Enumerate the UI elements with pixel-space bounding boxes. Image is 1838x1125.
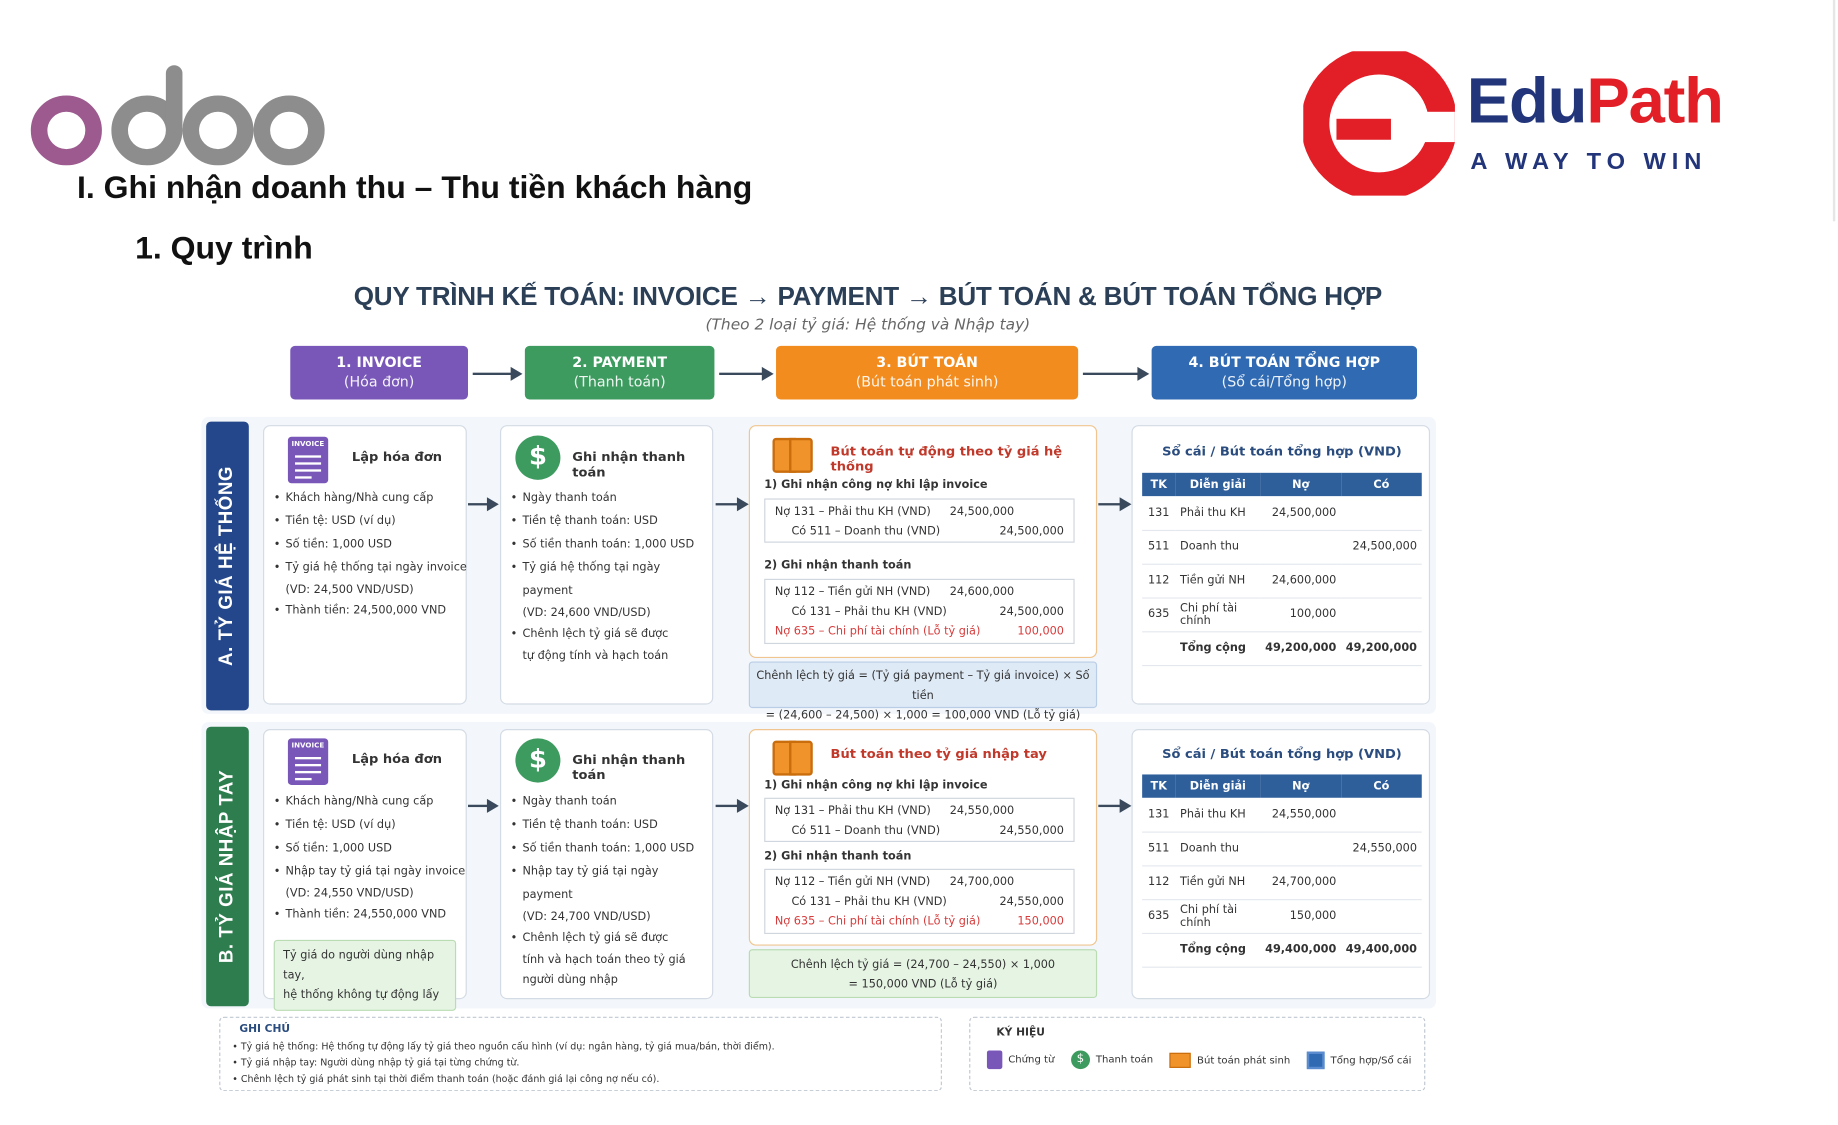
journal-entry-box — [764, 869, 1074, 934]
journal-section: 2) Ghi nhận thanh toán — [764, 559, 912, 572]
edupath-mark-icon — [1303, 51, 1455, 195]
step-ledger — [1152, 346, 1417, 400]
step-sub: (Sổ cái/Tổng hợp) — [1221, 373, 1347, 391]
ledger-card-title: Sổ cái / Bút toán tổng hợp (VND) — [1162, 746, 1402, 762]
arrow-right — [473, 373, 520, 375]
journal-card-title: Bút toán theo tỷ giá nhập tay — [830, 746, 1047, 762]
right-edge-divider — [1833, 0, 1835, 221]
note-item: • Tỷ giá nhập tay: Người dùng nhập tỷ giá tại từng chứng từ. — [232, 1057, 520, 1068]
document-icon — [987, 1050, 1002, 1069]
notes-box — [219, 1017, 942, 1092]
payment-bullet: • Ngày thanh toán — [508, 791, 712, 814]
arrow-right — [1098, 805, 1129, 807]
journal-entry-box — [764, 579, 1074, 644]
invoice-bullet: • Số tiền: 1,000 USD — [271, 837, 466, 860]
payment-bullet: • Tiền tệ thanh toán: USD — [508, 510, 712, 533]
table-row: 511 Doanh thu 24,550,000 — [1142, 832, 1422, 866]
table-row: 131 Phải thu KH 24,500,000 — [1142, 496, 1422, 530]
ledger-table-icon — [1307, 1051, 1325, 1068]
row-label-system-rate: A. TỶ GIÁ HỆ THỐNG — [206, 422, 249, 711]
journal-section: 2) Ghi nhận thanh toán — [764, 850, 912, 863]
edupath-logo — [1303, 51, 1777, 195]
arrow-right — [1098, 503, 1129, 505]
journal-line: Nợ 635 – Chi phí tài chính (Lỗ tỷ giá) 100,000 — [774, 625, 1064, 639]
invoice-bullet: • Khách hàng/Nhà cung cấp — [271, 487, 466, 510]
step-invoice — [290, 346, 468, 400]
ledger-card-title: Sổ cái / Bút toán tổng hợp (VND) — [1162, 443, 1402, 459]
edupath-word2: Path — [1586, 64, 1723, 137]
step-label: 2. PAYMENT — [572, 354, 668, 371]
fx-difference-note: Chênh lệch tỷ giá = (24,700 – 24,550) × 1,000 = 150,000 VND (Lỗ tỷ giá) — [749, 949, 1097, 998]
table-row: 635 Chi phí tài chính 100,000 — [1142, 597, 1422, 631]
invoice-bullet: • Tỷ giá hệ thống tại ngày invoice — [271, 557, 466, 580]
journal-line: Có 131 – Phải thu KH (VND) 24,550,000 — [791, 895, 1064, 909]
journal-section: 1) Ghi nhận công nợ khi lập invoice — [764, 478, 988, 492]
fx-difference-note: Chênh lệch tỷ giá = (Tỷ giá payment – Tỷ giá invoice) × Số tiền = (24,600 – 24,500) × 1,000 = 100,000 VND (Lỗ tỷ giá) — [749, 661, 1097, 708]
table-row: 131 Phải thu KH 24,550,000 — [1142, 798, 1422, 832]
book-icon — [771, 438, 814, 468]
ledger-table: TK Diễn giải Nợ Có 131 Phải thu KH 24,550,000 511 Doanh thu 24,550,000 112 Tiền gửi NH 24,700,000 635 Chi phí tài chính 150,000 Tổng cộng 49,400,000 49,400,000 — [1142, 774, 1422, 967]
book-icon — [771, 741, 814, 771]
dollar-coin-icon: $ — [1071, 1050, 1090, 1069]
subsection-heading: 1. Quy trình — [135, 230, 313, 266]
journal-line: Có 511 – Doanh thu (VND) 24,500,000 — [791, 525, 1064, 539]
book-icon — [1170, 1052, 1191, 1067]
table-row: 511 Doanh thu 24,500,000 — [1142, 530, 1422, 564]
invoice-bullet: • Tiền tệ: USD (ví dụ) — [271, 510, 466, 533]
table-row: 112 Tiền gửi NH 24,700,000 — [1142, 865, 1422, 899]
payment-bullet-cont: (VD: 24,600 VND/USD) — [522, 606, 651, 620]
journal-entry-box — [764, 798, 1074, 842]
invoice-bullet: • Số tiền: 1,000 USD — [271, 533, 466, 556]
payment-bullet: • Ngày thanh toán — [508, 487, 712, 510]
odoo-logo — [19, 61, 329, 166]
invoice-card — [263, 729, 467, 1002]
invoice-bullet-cont: (VD: 24,550 VND/USD) — [285, 887, 414, 901]
payment-card-title: Ghi nhận thanh toán — [572, 449, 686, 480]
journal-line: Nợ 112 – Tiền gửi NH (VND) 24,700,000 — [774, 875, 1015, 889]
edupath-tagline: A WAY TO WIN — [1470, 149, 1708, 175]
payment-bullet: • Chênh lệch tỷ giá sẽ được — [508, 927, 712, 950]
dollar-coin-icon: $ — [515, 436, 560, 480]
table-row: 635 Chi phí tài chính 150,000 — [1142, 899, 1422, 933]
arrow-right — [468, 503, 496, 505]
payment-bullet-cont: tính và hạch toán theo tỷ giá — [522, 953, 686, 967]
arrow-right — [1083, 373, 1147, 375]
step-label: 4. BÚT TOÁN TỔNG HỢP — [1188, 354, 1381, 371]
legend-item: Bút toán phát sinh — [1170, 1052, 1290, 1067]
invoice-card-title: Lập hóa đơn — [351, 751, 442, 767]
journal-line: Nợ 635 – Chi phí tài chính (Lỗ tỷ giá) 150,000 — [774, 915, 1064, 929]
note-item: • Tỷ giá hệ thống: Hệ thống tự động lấy tỷ giá theo nguồn cấu hình (ví dụ: ngân hàng, tỷ giá mua/bán, thời điểm). — [232, 1041, 775, 1052]
journal-line: Nợ 131 – Phải thu KH (VND) 24,500,000 — [774, 505, 1015, 519]
row-label-manual-rate: B. TỶ GIÁ NHẬP TAY — [206, 727, 249, 1007]
legend-item: Chứng từ — [987, 1050, 1054, 1069]
diagram-subtitle: (Theo 2 loại tỷ giá: Hệ thống và Nhập tay) — [705, 316, 1031, 335]
payment-bullet: • Số tiền thanh toán: 1,000 USD — [508, 837, 712, 860]
edupath-word1: Edu — [1466, 64, 1587, 137]
legend-item: $ Thanh toán — [1071, 1050, 1153, 1069]
journal-line: Có 511 – Doanh thu (VND) 24,550,000 — [791, 824, 1064, 838]
journal-card — [749, 729, 1097, 946]
step-sub: (Thanh toán) — [573, 373, 666, 391]
table-total-row: Tổng cộng 49,400,000 49,400,000 — [1142, 933, 1422, 967]
manual-rate-tip: Tỷ giá do người dùng nhập tay, hệ thống không tự động lấy — [274, 940, 456, 1011]
payment-card — [500, 729, 713, 999]
invoice-bullet: • Khách hàng/Nhà cung cấp — [271, 791, 466, 814]
invoice-bullet: • Nhập tay tỷ giá tại ngày invoice — [271, 861, 466, 884]
journal-card-title: Bút toán tự động theo tỷ giá hệ thống — [830, 443, 1063, 474]
arrow-right — [716, 503, 747, 505]
invoice-card — [263, 425, 467, 705]
payment-bullet-cont: người dùng nhập — [522, 973, 618, 987]
invoice-bullet: • Thành tiền: 24,550,000 VND — [271, 904, 466, 927]
journal-card — [749, 425, 1097, 658]
legend-box — [969, 1017, 1425, 1092]
step-sub: (Bút toán phát sinh) — [855, 373, 999, 391]
payment-bullet: • Tỷ giá hệ thống tại ngày payment — [508, 557, 712, 604]
ledger-table: TK Diễn giải Nợ Có 131 Phải thu KH 24,500,000 511 Doanh thu 24,500,000 112 Tiền gửi NH 24,600,000 635 Chi phí tài chính 100,000 Tổng cộng 49,200,000 49,200,000 — [1142, 473, 1422, 666]
payment-bullet: • Tiền tệ thanh toán: USD — [508, 814, 712, 837]
notes-title: GHI CHÚ — [239, 1023, 291, 1036]
step-payment — [525, 346, 715, 400]
legend-title: KÝ HIỆU — [996, 1027, 1045, 1039]
journal-line: Nợ 112 – Tiền gửi NH (VND) 24,600,000 — [774, 585, 1015, 599]
payment-card-title: Ghi nhận thanh toán — [572, 752, 686, 783]
payment-bullet: • Số tiền thanh toán: 1,000 USD — [508, 533, 712, 556]
step-label: 3. BÚT TOÁN — [876, 354, 978, 371]
ledger-card — [1131, 729, 1430, 999]
payment-bullet: • Chênh lệch tỷ giá sẽ được — [508, 623, 712, 646]
payment-card — [500, 425, 713, 705]
section-heading: I. Ghi nhận doanh thu – Thu tiền khách hàng — [77, 170, 753, 205]
diagram-title: QUY TRÌNH KẾ TOÁN: INVOICE → PAYMENT → BÚT TOÁN & BÚT TOÁN TỔNG HỢP — [353, 281, 1383, 311]
legend-item: Tổng hợp/Sổ cái — [1307, 1051, 1412, 1068]
invoice-doc-icon: INVOICE — [288, 738, 328, 785]
step-journal — [776, 346, 1078, 400]
table-total-row: Tổng cộng 49,200,000 49,200,000 — [1142, 631, 1422, 665]
table-row: 112 Tiền gửi NH 24,600,000 — [1142, 564, 1422, 598]
payment-bullet: • Nhập tay tỷ giá tại ngày payment — [508, 861, 712, 908]
payment-bullet-cont: tự động tính và hạch toán — [522, 649, 669, 663]
journal-line: Có 131 – Phải thu KH (VND) 24,500,000 — [791, 605, 1064, 619]
note-item: • Chênh lệch tỷ giá phát sinh tại thời điểm thanh toán (hoặc đánh giá lại công nợ nếu có). — [232, 1073, 660, 1085]
invoice-bullet: • Tiền tệ: USD (ví dụ) — [271, 814, 466, 837]
arrow-right — [719, 373, 771, 375]
arrow-right — [716, 805, 747, 807]
arrow-right — [468, 805, 496, 807]
journal-entry-box — [764, 498, 1074, 542]
invoice-card-title: Lập hóa đơn — [351, 449, 442, 465]
invoice-doc-icon: INVOICE — [288, 437, 328, 484]
payment-bullet-cont: (VD: 24,700 VND/USD) — [522, 910, 651, 924]
ledger-card — [1131, 425, 1430, 705]
step-sub: (Hóa đơn) — [343, 373, 415, 391]
journal-line: Nợ 131 – Phải thu KH (VND) 24,550,000 — [774, 804, 1015, 818]
invoice-bullet: • Thành tiền: 24,500,000 VND — [271, 600, 466, 623]
dollar-coin-icon: $ — [515, 738, 560, 782]
journal-section: 1) Ghi nhận công nợ khi lập invoice — [764, 779, 988, 792]
invoice-bullet-cont: (VD: 24,500 VND/USD) — [285, 583, 414, 597]
step-label: 1. INVOICE — [336, 354, 422, 371]
